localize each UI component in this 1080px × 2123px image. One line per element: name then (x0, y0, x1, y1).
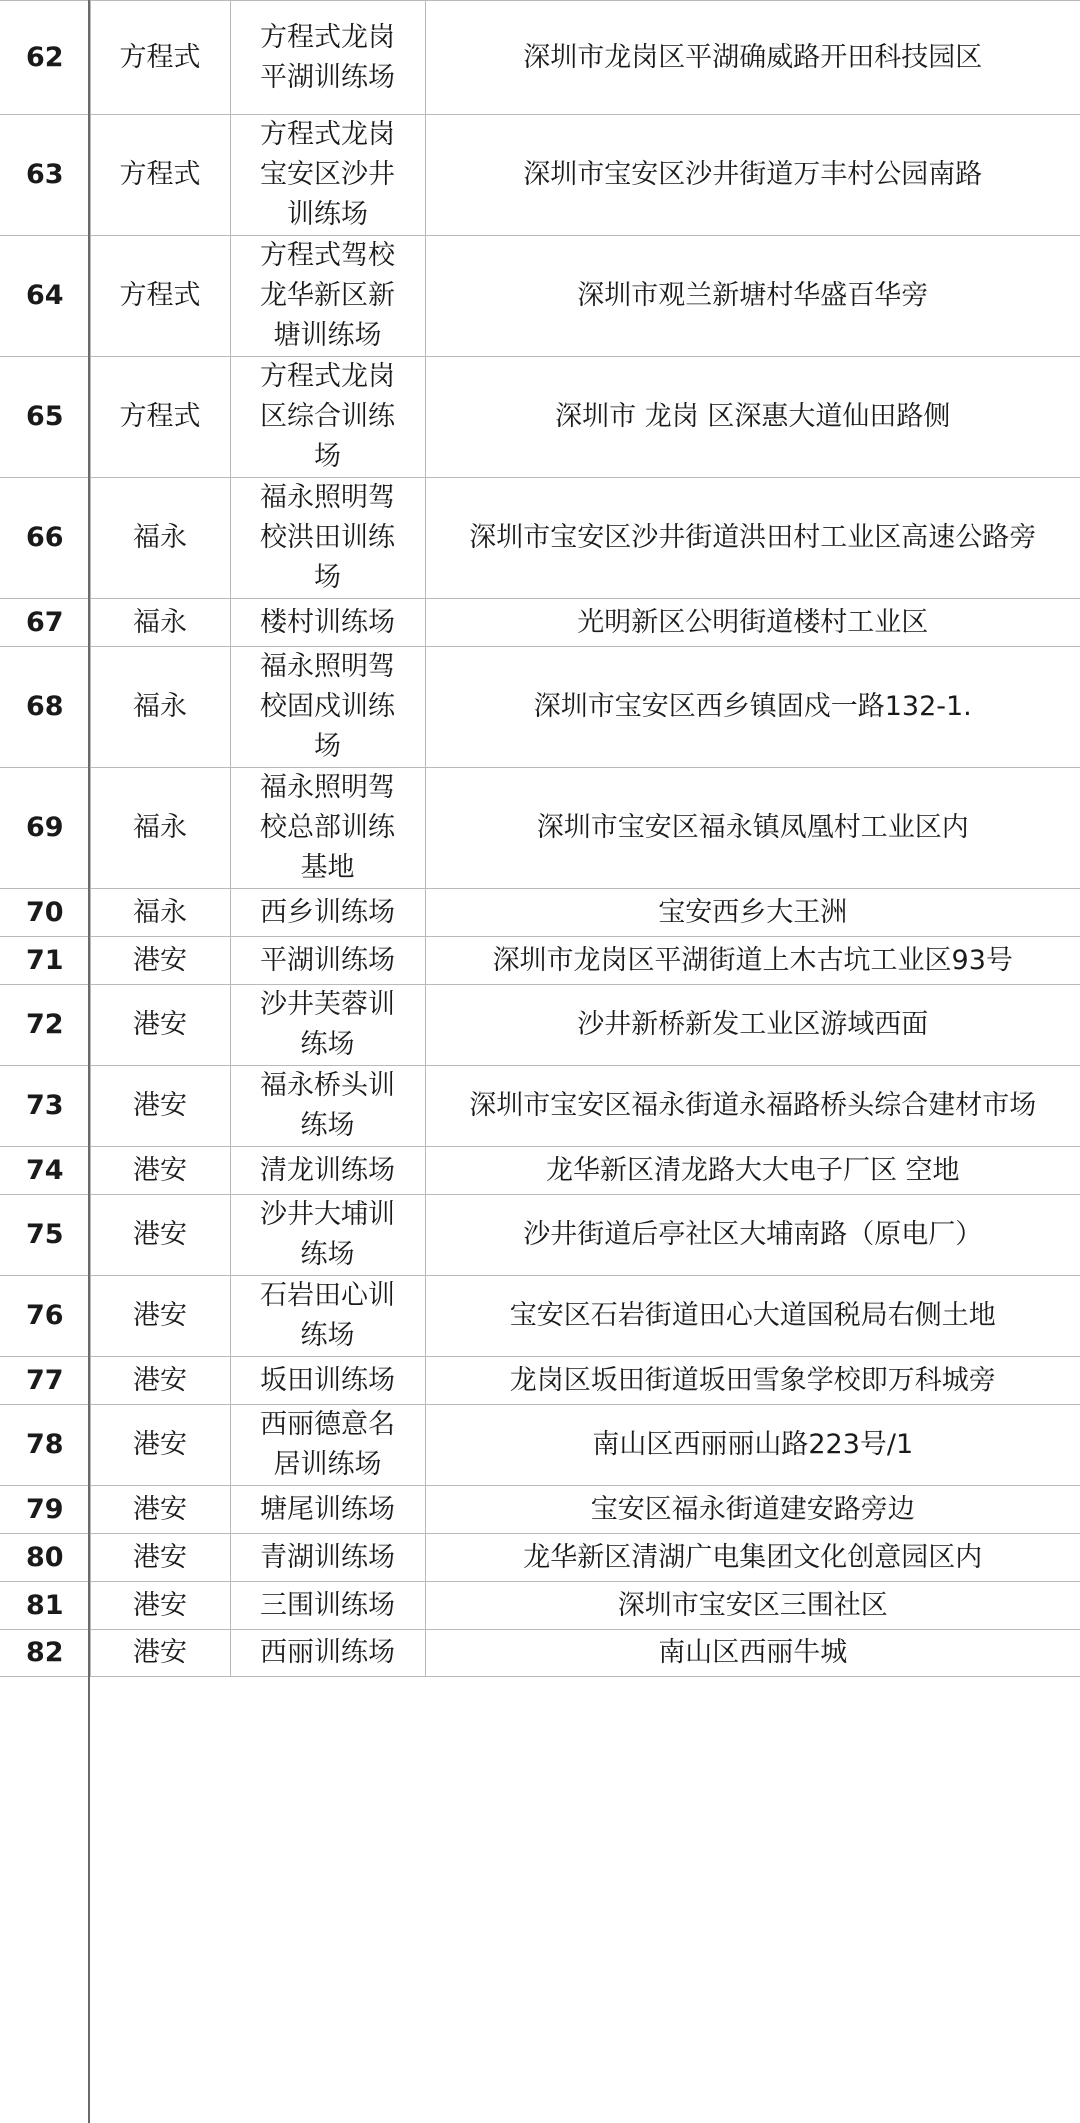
table-row (0, 647, 1080, 768)
table-row (0, 1630, 1080, 1677)
venue-address: 深圳市宝安区沙井街道洪田村工业区高速公路旁 (425, 478, 1080, 599)
school-name: 港安 (90, 1276, 230, 1357)
venue-name: 方程式龙岗 宝安区沙井 训练场 (230, 115, 425, 236)
venue-address: 宝安西乡大王洲 (425, 889, 1080, 937)
row-number: 66 (0, 478, 90, 599)
venue-address: 龙华新区清龙路大大电子厂区 空地 (425, 1147, 1080, 1195)
school-name: 方程式 (90, 236, 230, 357)
venue-address: 深圳市宝安区福永街道永福路桥头综合建材市场 (425, 1066, 1080, 1147)
table-row (0, 768, 1080, 889)
table-row (0, 889, 1080, 937)
venue-address: 深圳市龙岗区平湖街道上木古坑工业区93号 (425, 937, 1080, 985)
venue-address: 深圳市宝安区西乡镇固戍一路132-1. (425, 647, 1080, 768)
table-row (0, 985, 1080, 1066)
venue-address: 深圳市宝安区沙井街道万丰村公园南路 (425, 115, 1080, 236)
school-name: 福永 (90, 768, 230, 889)
venue-name: 楼村训练场 (230, 599, 425, 647)
table-body (0, 1, 1080, 1677)
table-row (0, 236, 1080, 357)
table-row (0, 1486, 1080, 1534)
table-row (0, 1405, 1080, 1486)
row-number: 79 (0, 1486, 90, 1534)
row-number: 69 (0, 768, 90, 889)
row-number: 62 (0, 1, 90, 115)
venue-address: 南山区西丽丽山路223号/1 (425, 1405, 1080, 1486)
venue-address: 深圳市龙岗区平湖确威路开田科技园区 (425, 1, 1080, 115)
row-number: 74 (0, 1147, 90, 1195)
venue-address: 深圳市宝安区福永镇凤凰村工业区内 (425, 768, 1080, 889)
table-row (0, 1147, 1080, 1195)
row-number: 76 (0, 1276, 90, 1357)
row-number: 63 (0, 115, 90, 236)
venue-address: 宝安区福永街道建安路旁边 (425, 1486, 1080, 1534)
venue-name: 方程式驾校 龙华新区新 塘训练场 (230, 236, 425, 357)
venue-name: 福永照明驾 校总部训练 基地 (230, 768, 425, 889)
venue-name: 塘尾训练场 (230, 1486, 425, 1534)
venue-address: 深圳市宝安区三围社区 (425, 1582, 1080, 1630)
venue-name: 方程式龙岗 区综合训练 场 (230, 357, 425, 478)
row-number: 77 (0, 1357, 90, 1405)
table-row (0, 1195, 1080, 1276)
school-name: 福永 (90, 889, 230, 937)
school-name: 港安 (90, 1066, 230, 1147)
table-row (0, 937, 1080, 985)
row-number: 65 (0, 357, 90, 478)
school-name: 方程式 (90, 115, 230, 236)
row-number: 80 (0, 1534, 90, 1582)
school-name: 港安 (90, 1630, 230, 1677)
row-number: 67 (0, 599, 90, 647)
venue-address: 宝安区石岩街道田心大道国税局右侧土地 (425, 1276, 1080, 1357)
school-name: 港安 (90, 1405, 230, 1486)
school-name: 港安 (90, 1582, 230, 1630)
table-row (0, 1582, 1080, 1630)
venue-name: 三围训练场 (230, 1582, 425, 1630)
venue-name: 平湖训练场 (230, 937, 425, 985)
venue-address: 龙岗区坂田街道坂田雪象学校即万科城旁 (425, 1357, 1080, 1405)
venue-name: 沙井芙蓉训 练场 (230, 985, 425, 1066)
school-name: 福永 (90, 478, 230, 599)
venue-name: 西丽德意名 居训练场 (230, 1405, 425, 1486)
school-name: 港安 (90, 1486, 230, 1534)
venue-name: 方程式龙岗 平湖训练场 (230, 1, 425, 115)
row-number: 72 (0, 985, 90, 1066)
school-name: 福永 (90, 599, 230, 647)
venue-name: 福永照明驾 校固戍训练 场 (230, 647, 425, 768)
venue-name: 西丽训练场 (230, 1630, 425, 1677)
school-name: 港安 (90, 1147, 230, 1195)
venue-name: 石岩田心训 练场 (230, 1276, 425, 1357)
school-name: 港安 (90, 1534, 230, 1582)
venue-address: 南山区西丽牛城 (425, 1630, 1080, 1677)
table-row (0, 1, 1080, 115)
row-number: 78 (0, 1405, 90, 1486)
venue-name: 福永照明驾 校洪田训练 场 (230, 478, 425, 599)
venue-address: 深圳市观兰新塘村华盛百华旁 (425, 236, 1080, 357)
table-row (0, 1066, 1080, 1147)
venue-name: 青湖训练场 (230, 1534, 425, 1582)
venue-address: 龙华新区清湖广电集团文化创意园区内 (425, 1534, 1080, 1582)
table-row (0, 115, 1080, 236)
row-number: 73 (0, 1066, 90, 1147)
table-row (0, 1276, 1080, 1357)
row-number: 68 (0, 647, 90, 768)
venue-address: 光明新区公明街道楼村工业区 (425, 599, 1080, 647)
venue-name: 坂田训练场 (230, 1357, 425, 1405)
school-name: 福永 (90, 647, 230, 768)
school-name: 港安 (90, 937, 230, 985)
row-number: 70 (0, 889, 90, 937)
row-number: 71 (0, 937, 90, 985)
table-row (0, 357, 1080, 478)
table-row (0, 1534, 1080, 1582)
school-name: 方程式 (90, 357, 230, 478)
row-number: 75 (0, 1195, 90, 1276)
row-number: 64 (0, 236, 90, 357)
table-row (0, 1357, 1080, 1405)
row-number: 81 (0, 1582, 90, 1630)
venue-name: 沙井大埔训 练场 (230, 1195, 425, 1276)
venue-name: 西乡训练场 (230, 889, 425, 937)
school-name: 方程式 (90, 1, 230, 115)
column-divider (88, 0, 90, 2123)
venue-name: 福永桥头训 练场 (230, 1066, 425, 1147)
venue-address: 沙井新桥新发工业区游域西面 (425, 985, 1080, 1066)
venue-name: 清龙训练场 (230, 1147, 425, 1195)
table-row (0, 599, 1080, 647)
table-row (0, 478, 1080, 599)
school-name: 港安 (90, 985, 230, 1066)
row-number: 82 (0, 1630, 90, 1677)
school-name: 港安 (90, 1357, 230, 1405)
venue-address: 沙井街道后亭社区大埔南路（原电厂） (425, 1195, 1080, 1276)
venue-address: 深圳市 龙岗 区深惠大道仙田路侧 (425, 357, 1080, 478)
school-name: 港安 (90, 1195, 230, 1276)
